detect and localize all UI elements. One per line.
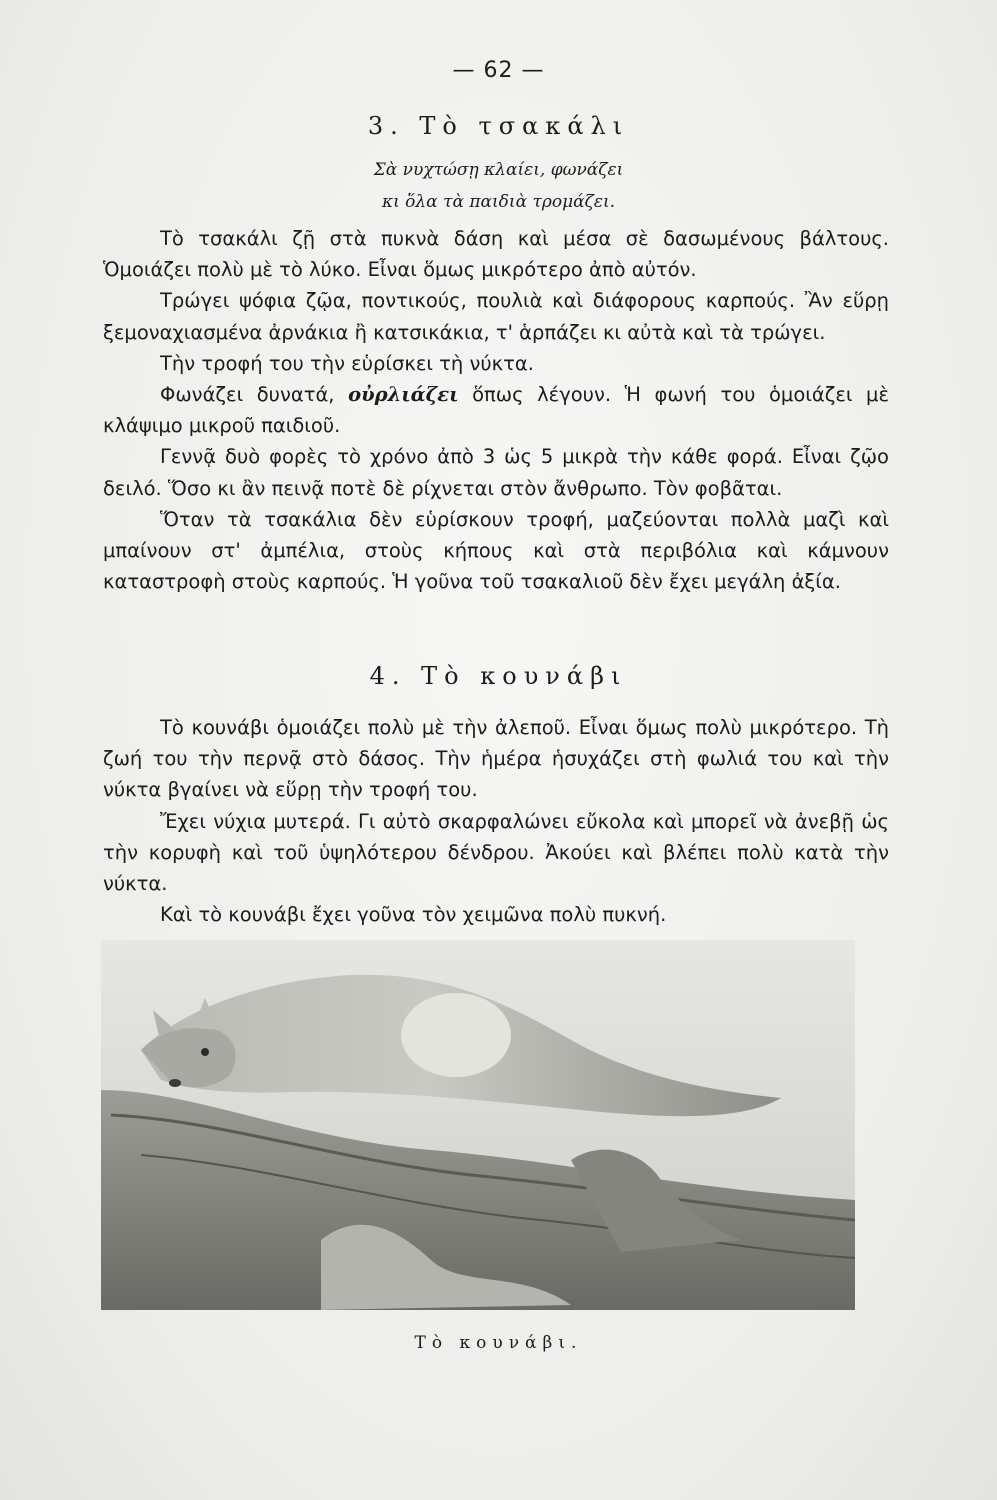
epigraph-line-1: Σὰ νυχτώσῃ κλαίει, φωνάζει [373, 160, 624, 180]
paragraph: Τρώγει ψόφια ζῷα, ποντικούς, πουλιὰ καὶ διάφορους καρπούς. Ἂν εὕρῃ ξεμοναχιασμένα ἀρνάκια ἢ κατσικάκια, τ' ἁρπάζει κι αὐτὰ καὶ τὰ τρώγει. [103, 289, 889, 344]
emphasized-word: οὐρλιάζει [348, 383, 459, 407]
jackal-text [103, 223, 889, 597]
section-heading-jackal: 3. Τὸ τσακάλι [367, 112, 630, 140]
page-number: — 62 — [452, 58, 545, 83]
section-heading-marten: 4. Τὸ κουνάβι [369, 662, 628, 690]
paragraph: Τὴν τροφή του τὴν εὑρίσκει τὴ νύκτα. [160, 351, 534, 375]
paragraph: Τὸ κουνάβι ὁμοιάζει πολὺ μὲ τὴν ἀλεποῦ. Εἶναι ὅμως πολὺ μικρότερο. Τὴ ζωή του τὴν περνᾷ στὸ δάσος. Τὴν ἡμέρα ἡσυχάζει στὴ φωλιά του καὶ τὴν νύκτα βγαίνει νὰ εὕρῃ τὴν τροφή του. [103, 716, 889, 802]
photo-caption: Τὸ κουνάβι. [414, 1333, 583, 1353]
paragraph: Ἔχει νύχια μυτερά. Γι αὐτὸ σκαρφαλώνει εὔκολα καὶ μπορεῖ νὰ ἀνεβῇ ὡς τὴν κορυφὴ καὶ τοῦ ὑψηλότερου δένδρου. Ἀκούει καὶ βλέπει πολὺ κατὰ τὴν νύκτα. [103, 809, 889, 896]
voice-text-end: ὅπως λέγουν. Ἡ φωνή του ὁμοιάζει μὲ κλάψιμο μικροῦ παιδιοῦ. [103, 383, 889, 438]
paragraph: Ὅταν τὰ τσακάλια δὲν εὑρίσκουν τροφή, μαζεύονται πολλὰ μαζὶ καὶ μπαίνουν στ' ἀμπέλια, στοὺς κήπους καὶ στὰ περιβόλια καὶ κάμνουν καταστροφὴ στοὺς καρπούς. Ἡ γοῦνα τοῦ τσακαλιοῦ δὲν ἔχει μεγάλη ἀξία. [103, 507, 889, 594]
paragraph-voice [103, 379, 889, 441]
paragraph: Γεννᾷ δυὸ φορὲς τὸ χρόνο ἀπὸ 3 ὡς 5 μικρὰ τὴν κάθε φορά. Εἶναι ζῷο δειλό. Ὅσο κι ἂν πεινᾷ ποτὲ δὲ ρίχνεται στὸν ἄνθρωπο. Τὸν φοβᾶται. [103, 445, 889, 500]
paragraph: Τὸ τσακάλι ζῇ στὰ πυκνὰ δάση καὶ μέσα σὲ δασωμένους βάλτους. Ὁμοιάζει πολὺ μὲ τὸ λύκο. Εἶναι ὅμως μικρότερο ἀπὸ αὐτόν. [103, 227, 889, 282]
marten-text [103, 712, 889, 930]
epigraph-line-2: κι ὅλα τὰ παιδιὰ τρομάζει. [381, 192, 616, 212]
marten-photo [101, 940, 855, 1310]
paragraph: Καὶ τὸ κουνάβι ἔχει γοῦνα τὸν χειμῶνα πολὺ πυκνή. [160, 903, 667, 927]
voice-text-start: Φωνάζει δυνατά, [160, 383, 349, 407]
